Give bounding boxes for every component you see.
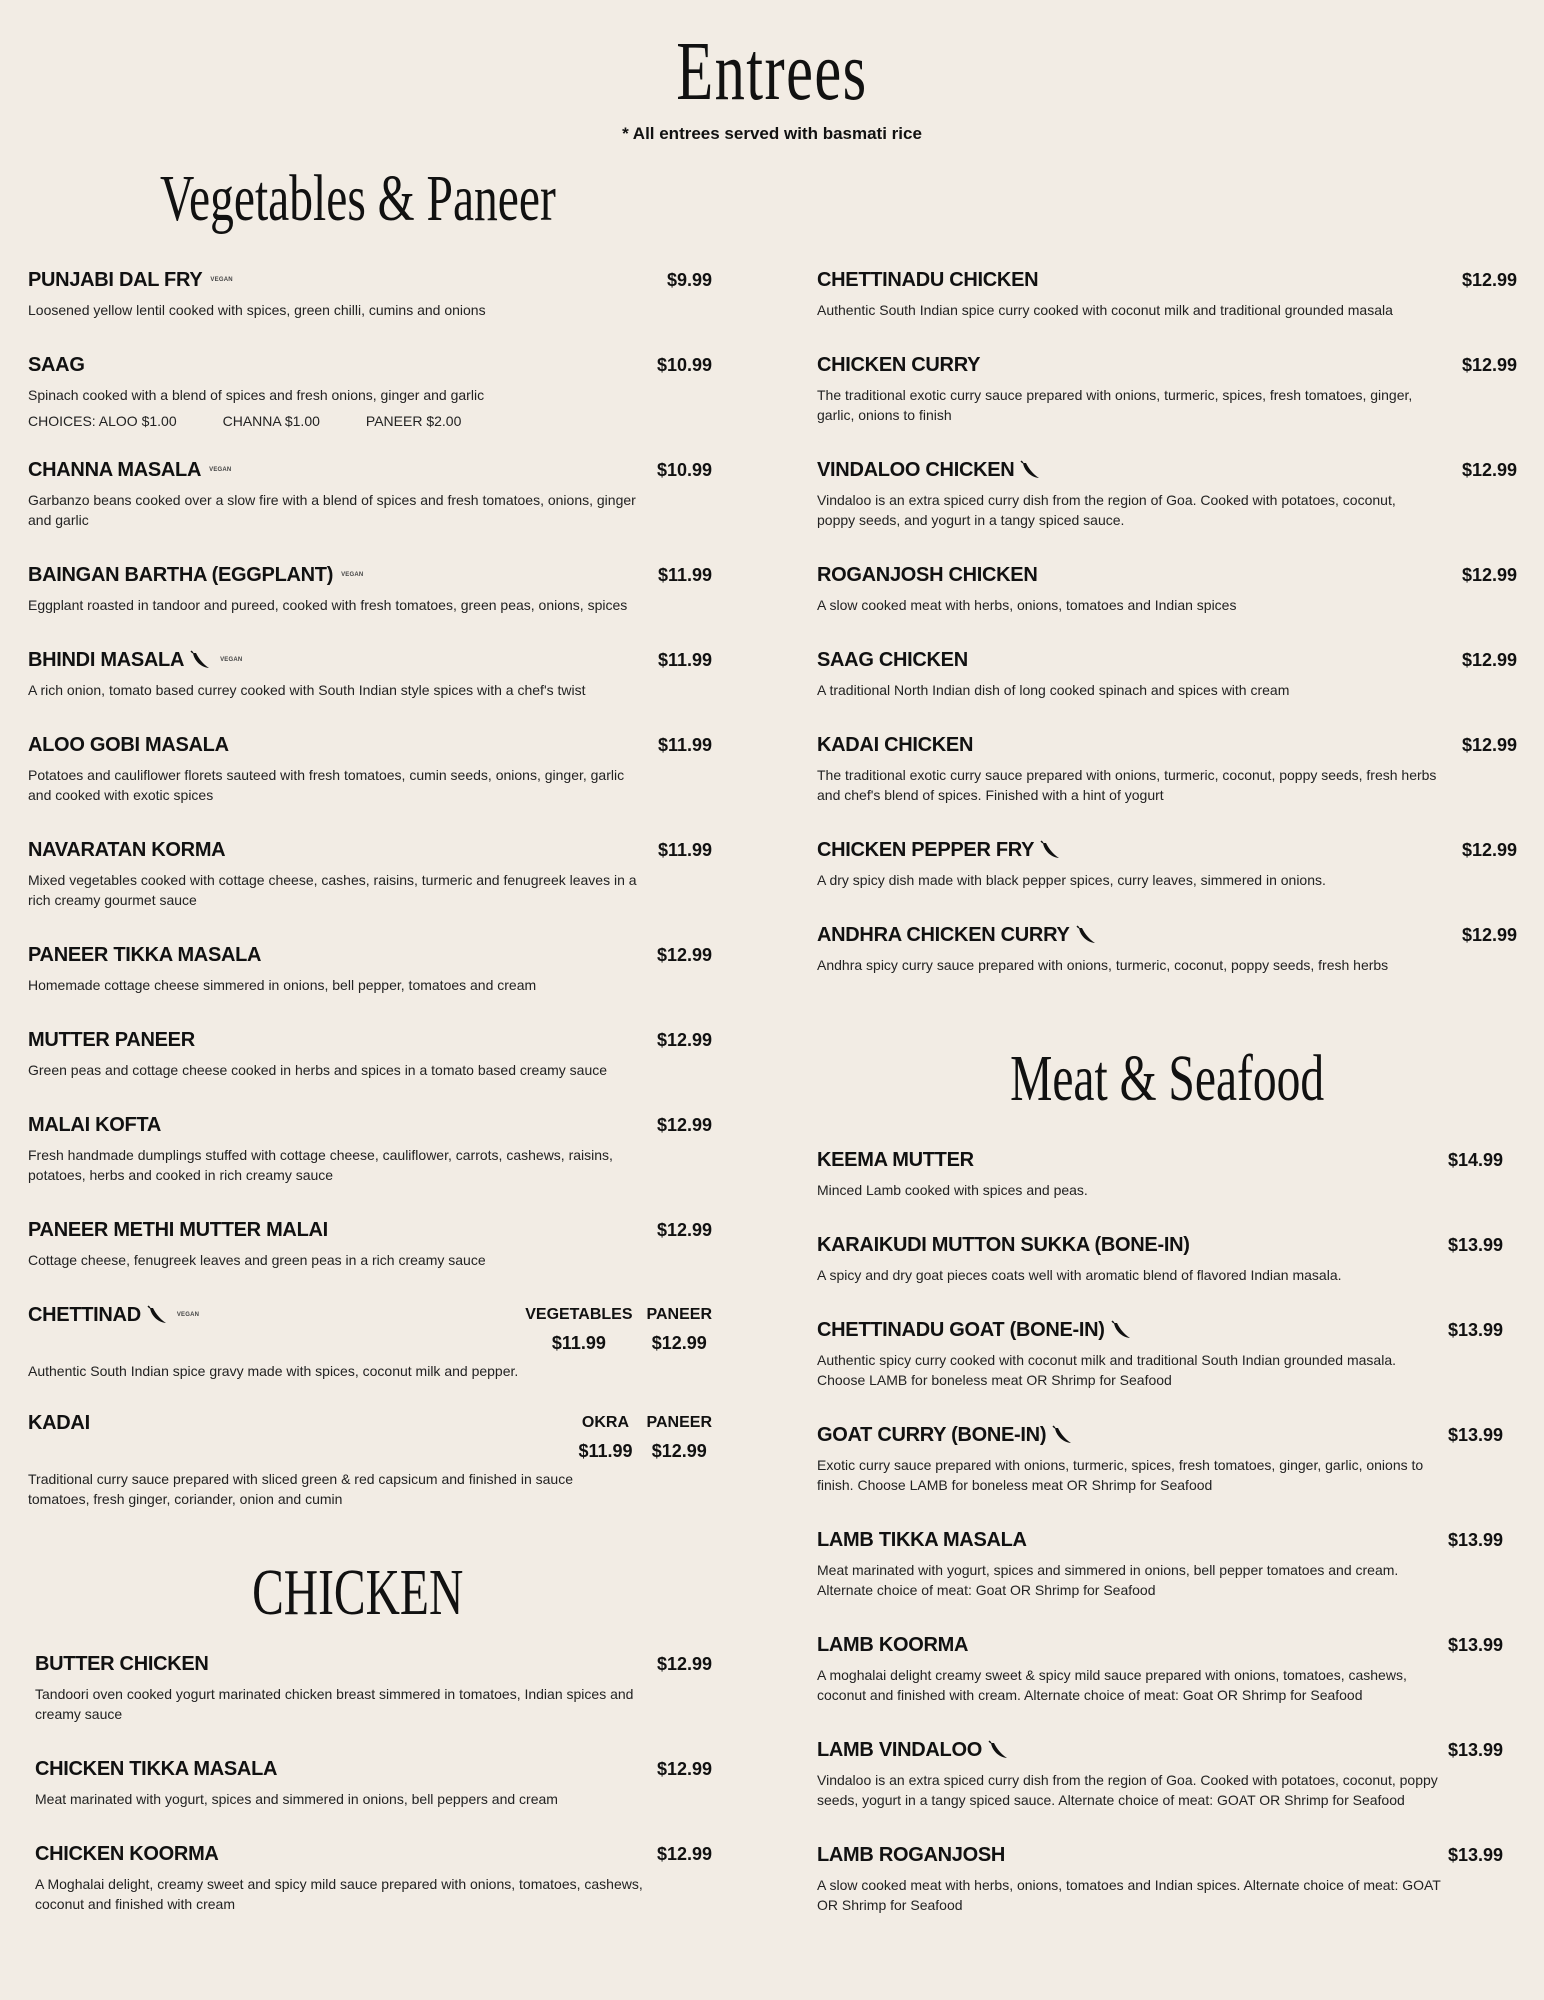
menu-item-aloo-gobi-masala <box>28 733 712 805</box>
item-name: ALOO GOBI MASALA <box>28 734 229 756</box>
menu-item-saag-chicken <box>817 648 1517 700</box>
item-price: $13.99 <box>1447 1635 1503 1655</box>
item-price: $12.99 <box>656 1654 712 1674</box>
item-description: Andhra spicy curry sauce prepared with onions, turmeric, coconut, poppy seeds, fresh herbs <box>817 957 1389 973</box>
menu-item-chettinadu-goat <box>817 1318 1503 1390</box>
item-name: BUTTER CHICKEN <box>35 1653 209 1675</box>
item-name: ANDHRA CHICKEN CURRY <box>817 924 1070 946</box>
vegan-badge: VEGAN <box>341 572 364 578</box>
item-name: CHICKEN PEPPER FRY <box>817 839 1035 861</box>
item-description: A moghalai delight creamy sweet & spicy mild sauce prepared with onions, tomatoes, cashews, coconut and finished with cream. Alternate choice of meat: Goat OR Shrimp for Seafood <box>817 1667 1407 1703</box>
item-description: Minced Lamb cooked with spices and peas. <box>817 1182 1088 1198</box>
item-name: VINDALOO CHICKEN <box>817 459 1015 481</box>
item-description: Meat marinated with yogurt, spices and simmered in onions, bell peppers and cream <box>35 1791 558 1807</box>
item-price: $13.99 <box>1447 1320 1503 1340</box>
item-description: Authentic spicy curry cooked with coconut milk and traditional South Indian grounded masala. Choose LAMB for boneless meat OR Shrimp for Seafood <box>817 1352 1396 1388</box>
vegan-badge: VEGAN <box>176 1312 200 1318</box>
item-description: Vindaloo is an extra spiced curry dish from the region of Goa. Cooked with potatoes, coconut, poppy seeds, yogurt in a tangy spiced sauce. Alternate choice of meat: GOAT OR Shrimp for Seafood <box>817 1772 1438 1808</box>
chili-pepper-icon <box>1040 840 1062 860</box>
item-description: Homemade cottage cheese simmered in onions, bell pepper, tomatoes and cream <box>28 977 537 993</box>
item-name: CHICKEN CURRY <box>817 354 981 376</box>
menu-item-baingan-bartha <box>28 563 712 615</box>
item-price: $12.99 <box>656 1759 712 1779</box>
item-name: PUNJABI DAL FRY <box>28 269 203 291</box>
menu-item-mutter-paneer <box>28 1028 712 1080</box>
menu-header <box>0 25 1544 144</box>
item-name: BAINGAN BARTHA (EGGPLANT) <box>28 564 334 586</box>
menu-item-chicken-pepper-fry <box>817 838 1517 890</box>
option-label: PANEER <box>646 1306 712 1323</box>
item-price: $11.99 <box>657 565 712 585</box>
item-name: SAAG CHICKEN <box>817 649 968 671</box>
item-description: A rich onion, tomato based currey cooked with South Indian style spices with a chef's twist <box>28 682 586 698</box>
menu-item-butter-chicken <box>35 1652 712 1724</box>
item-description: Traditional curry sauce prepared with sliced green & red capsicum and finished in sauce tomatoes, fresh ginger, coriander, onion and cumin <box>28 1471 573 1507</box>
chili-pepper-icon <box>1052 1425 1074 1445</box>
item-price: $12.99 <box>1461 460 1517 480</box>
item-description: Vindaloo is an extra spiced curry dish from the region of Goa. Cooked with potatoes, coconut, poppy seeds, and yogurt in a tangy spiced sauce. <box>817 492 1396 528</box>
item-name: CHANNA MASALA <box>28 459 202 481</box>
item-price: $13.99 <box>1447 1845 1503 1865</box>
menu-item-bhindi-masala <box>28 648 712 700</box>
item-price: $12.99 <box>656 1115 712 1135</box>
item-description: Spinach cooked with a blend of spices and fresh onions, ginger and garlic <box>28 387 485 403</box>
menu-item-kadai <box>28 1411 712 1509</box>
item-price: $12.99 <box>1461 735 1517 755</box>
item-name: CHETTINAD <box>28 1304 141 1326</box>
menu-item-channa-masala <box>28 458 712 530</box>
item-name: KEEMA MUTTER <box>817 1149 974 1171</box>
item-name: LAMB TIKKA MASALA <box>817 1529 1027 1551</box>
option-label: OKRA <box>581 1414 630 1431</box>
menu-item-chicken-koorma <box>35 1842 712 1914</box>
section-title-meat-seafood: Meat & Seafood <box>1009 1042 1325 1115</box>
item-description: Potatoes and cauliflower florets sauteed with fresh tomatoes, cumin seeds, onions, ginger, garlic and cooked with exotic spices <box>28 767 625 803</box>
item-name: GOAT CURRY (BONE-IN) <box>817 1424 1047 1446</box>
item-name: BHINDI MASALA <box>28 649 185 671</box>
menu-item-chettinadu-chicken <box>817 268 1517 320</box>
menu-item-navaratan-korma <box>28 838 712 910</box>
chili-pepper-icon <box>1111 1320 1133 1340</box>
item-description: The traditional exotic curry sauce prepared with onions, turmeric, coconut, poppy seeds, fresh herbs and chef's blend of spices. Finished with a hint of yogurt <box>817 767 1437 803</box>
item-price: $14.99 <box>1447 1150 1503 1170</box>
menu-item-paneer-methi-mutter-malai <box>28 1218 712 1270</box>
item-price: $12.99 <box>1461 270 1517 290</box>
item-price: $11.99 <box>657 735 712 755</box>
item-name: LAMB KOORMA <box>817 1634 969 1656</box>
item-price: $12.99 <box>1461 650 1517 670</box>
menu-item-saag <box>28 353 712 431</box>
menu-item-paneer-tikka-masala <box>28 943 712 995</box>
chili-pepper-icon <box>988 1740 1010 1760</box>
item-price: $12.99 <box>656 1030 712 1050</box>
item-description: Cottage cheese, fenugreek leaves and green peas in a rich creamy sauce <box>28 1252 486 1268</box>
item-price-options <box>525 1303 712 1355</box>
item-description: A slow cooked meat with herbs, onions, tomatoes and Indian spices. Alternate choice of meat: GOAT OR Shrimp for Seafood <box>817 1877 1441 1913</box>
item-name: CHETTINADU CHICKEN <box>817 269 1039 291</box>
item-price: $13.99 <box>1447 1530 1503 1550</box>
item-description: A dry spicy dish made with black pepper spices, curry leaves, simmered in onions. <box>817 872 1326 888</box>
option-price: $11.99 <box>578 1441 633 1461</box>
option-price: $12.99 <box>651 1333 707 1353</box>
item-name: LAMB VINDALOO <box>817 1739 982 1761</box>
item-name: CHICKEN KOORMA <box>35 1843 219 1865</box>
item-description: Authentic South Indian spice gravy made with spices, coconut milk and pepper. <box>28 1363 519 1379</box>
item-price: $13.99 <box>1447 1425 1503 1445</box>
menu-item-karaikudi-mutton-sukka <box>817 1233 1503 1285</box>
menu-item-andhra-chicken-curry <box>817 923 1517 975</box>
menu-item-keema-mutter <box>817 1148 1503 1200</box>
item-choices: CHOICES: ALOO $1.00 CHANNA $1.00 PANEER $2.00 <box>28 413 462 429</box>
item-description: Authentic South Indian spice curry cooked with coconut milk and traditional grounded masala <box>817 302 1393 318</box>
item-name: KARAIKUDI MUTTON SUKKA (BONE-IN) <box>817 1234 1190 1256</box>
item-price: $12.99 <box>656 1220 712 1240</box>
item-price: $11.99 <box>657 840 712 860</box>
menu-item-chettinad <box>28 1303 712 1381</box>
menu-item-goat-curry <box>817 1423 1503 1495</box>
item-description: Garbanzo beans cooked over a slow fire with a blend of spices and fresh tomatoes, onions, ginger and garlic <box>28 492 636 528</box>
menu-item-malai-kofta <box>28 1113 712 1185</box>
menu-item-punjabi-dal-fry <box>28 268 712 320</box>
item-price: $11.99 <box>657 650 712 670</box>
vegan-badge: VEGAN <box>210 277 233 283</box>
item-price: $9.99 <box>666 270 712 290</box>
option-price: $12.99 <box>651 1441 707 1461</box>
item-name: NAVARATAN KORMA <box>28 839 226 861</box>
item-description: The traditional exotic curry sauce prepared with onions, turmeric, spices, fresh tomatoes, ginger, garlic, onions to finish <box>817 387 1413 423</box>
item-price: $10.99 <box>656 355 712 375</box>
chili-pepper-icon <box>190 650 212 670</box>
item-description: Green peas and cottage cheese cooked in herbs and spices in a tomato based creamy sauce <box>28 1062 608 1078</box>
item-description: A traditional North Indian dish of long cooked spinach and spices with cream <box>817 682 1290 698</box>
item-price: $12.99 <box>656 1844 712 1864</box>
menu-item-lamb-tikka-masala <box>817 1528 1503 1600</box>
item-description: A slow cooked meat with herbs, onions, tomatoes and Indian spices <box>817 597 1237 613</box>
menu-item-vindaloo-chicken <box>817 458 1517 530</box>
page-subtitle: * All entrees served with basmati rice <box>622 124 922 143</box>
menu-item-lamb-vindaloo <box>817 1738 1503 1810</box>
vegan-badge: VEGAN <box>220 657 243 663</box>
item-price: $12.99 <box>1461 565 1517 585</box>
chili-pepper-icon <box>147 1305 169 1325</box>
item-description: Mixed vegetables cooked with cottage cheese, cashes, raisins, turmeric and fenugreek leaves in a rich creamy gourmet sauce <box>28 872 637 908</box>
item-name: MALAI KOFTA <box>28 1114 161 1136</box>
item-price: $12.99 <box>1461 925 1517 945</box>
section-title-chicken: CHICKEN <box>252 1556 464 1629</box>
menu-item-lamb-roganjosh <box>817 1843 1503 1915</box>
item-name: MUTTER PANEER <box>28 1029 195 1051</box>
item-price: $12.99 <box>1461 355 1517 375</box>
item-description: Eggplant roasted in tandoor and pureed, cooked with fresh tomatoes, green peas, onions, spices <box>28 597 628 613</box>
item-price-options <box>578 1411 712 1463</box>
section-title-vegetables: Vegetables & Paneer <box>160 162 556 235</box>
item-price: $12.99 <box>1461 840 1517 860</box>
chili-pepper-icon <box>1020 460 1042 480</box>
item-description: Loosened yellow lentil cooked with spices, green chilli, cumins and onions <box>28 302 486 318</box>
page-title: Entrees <box>676 25 868 118</box>
item-price: $13.99 <box>1447 1740 1503 1760</box>
item-price: $12.99 <box>656 945 712 965</box>
item-description: A spicy and dry goat pieces coats well with aromatic blend of flavored Indian masala. <box>817 1267 1342 1283</box>
item-name: CHICKEN TIKKA MASALA <box>35 1758 278 1780</box>
option-price: $11.99 <box>551 1333 606 1353</box>
menu-item-kadai-chicken <box>817 733 1517 805</box>
item-name: ROGANJOSH CHICKEN <box>817 564 1038 586</box>
item-name: CHETTINADU GOAT (BONE-IN) <box>817 1319 1105 1341</box>
menu-item-chicken-tikka-masala <box>35 1757 712 1809</box>
item-description: Tandoori oven cooked yogurt marinated chicken breast simmered in tomatoes, Indian spices and creamy sauce <box>35 1686 634 1722</box>
item-description: Exotic curry sauce prepared with onions, turmeric, spices, fresh tomatoes, ginger, garlic, onions to finish. Choose LAMB for boneless meat OR Shrimp for Seafood <box>817 1457 1424 1493</box>
menu-item-lamb-koorma <box>817 1633 1503 1705</box>
item-name: KADAI CHICKEN <box>817 734 974 756</box>
item-name: LAMB ROGANJOSH <box>817 1844 1006 1866</box>
item-name: PANEER TIKKA MASALA <box>28 944 262 966</box>
option-label: VEGETABLES <box>525 1306 633 1323</box>
option-label: PANEER <box>646 1414 712 1431</box>
item-price: $10.99 <box>656 460 712 480</box>
item-description: Fresh handmade dumplings stuffed with cottage cheese, cauliflower, carrots, cashews, raisins, potatoes, herbs and cooked in rich creamy sauce <box>28 1147 613 1183</box>
item-description: A Moghalai delight, creamy sweet and spicy mild sauce prepared with onions, tomatoes, cashews, coconut and finished with cream <box>35 1876 643 1912</box>
item-name: PANEER METHI MUTTER MALAI <box>28 1219 328 1241</box>
chili-pepper-icon <box>1076 925 1098 945</box>
item-name: SAAG <box>28 354 85 376</box>
menu-item-roganjosh-chicken <box>817 563 1517 615</box>
menu-item-chicken-curry <box>817 353 1517 425</box>
vegan-badge: VEGAN <box>209 467 232 473</box>
item-name: KADAI <box>28 1412 90 1434</box>
item-description: Meat marinated with yogurt, spices and simmered in onions, bell pepper tomatoes and cream. Alternate choice of meat: Goat OR Shrimp for Seafood <box>817 1562 1399 1598</box>
item-price: $13.99 <box>1447 1235 1503 1255</box>
